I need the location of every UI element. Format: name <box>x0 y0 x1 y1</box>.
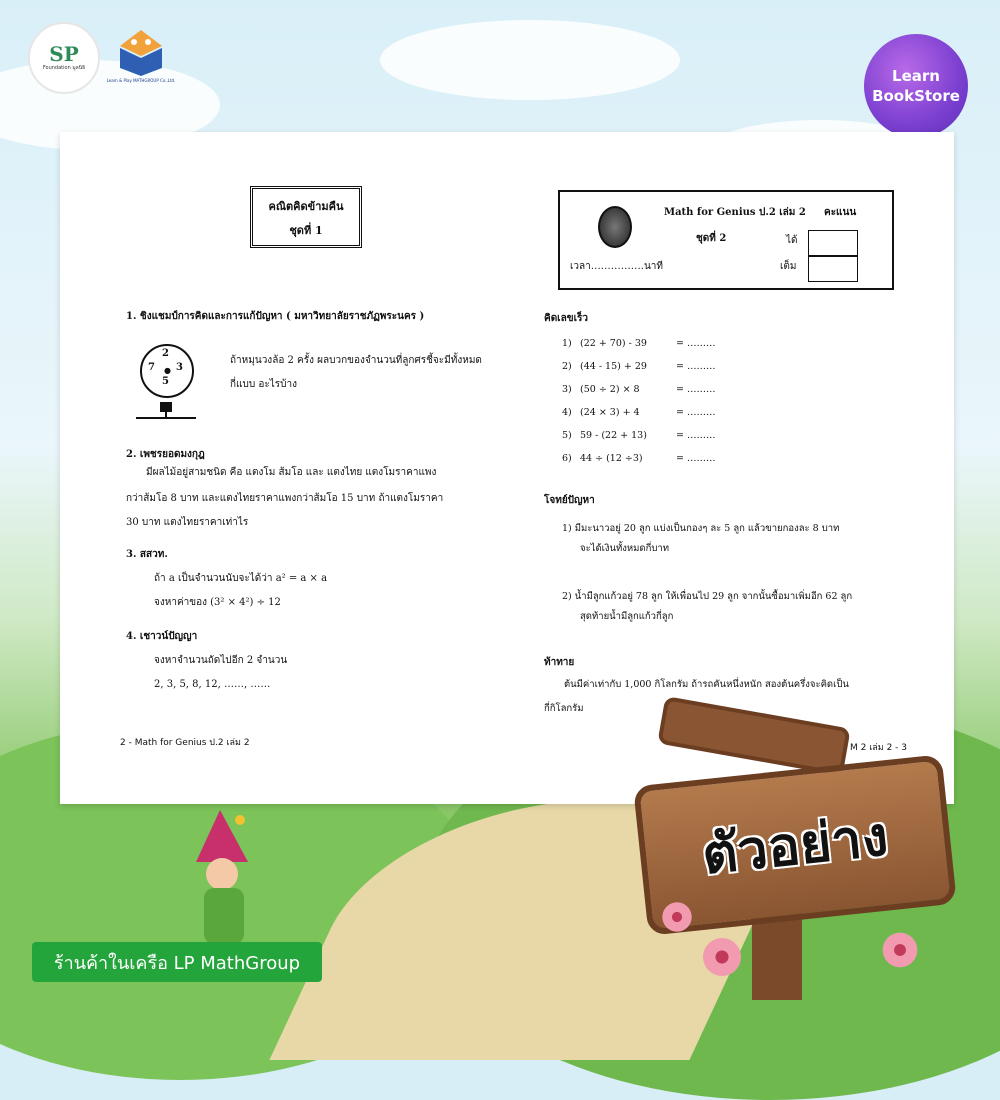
quick-item-number: 2) <box>562 361 572 372</box>
q1-text: ถ้าหมุนวงล้อ 2 ครั้ง ผลบวกของจำนวนที่ลูกศรชี้จะมีทั้งหมด <box>230 355 482 366</box>
flower-icon <box>660 900 694 934</box>
left-page <box>60 132 510 804</box>
time-label: เวลา…………….นาที <box>570 261 663 272</box>
quick-item-number: 1) <box>562 338 572 349</box>
quick-item <box>562 453 716 464</box>
quick-item-number: 4) <box>562 407 572 418</box>
quick-item <box>562 361 716 372</box>
worksheet-set: ชุดที่ 1 <box>289 224 323 237</box>
flower-icon <box>880 930 920 970</box>
quick-item-answer: = ……… <box>676 361 716 372</box>
q1-heading: 1. ชิงแชมป์การคิดและการแก้ปัญหา ( มหาวิทยาลัยราชภัฏพระนคร ) <box>126 311 425 322</box>
challenge-heading: ท้าทาย <box>544 657 575 668</box>
wheel-stand-icon <box>136 402 196 420</box>
q2-text: มีผลไม้อยู่สามชนิด คือ แตงโม ส้มโอ และ แตงไทย แตงโมราคาแพง <box>146 467 437 478</box>
wheel-number: 2 <box>162 348 169 359</box>
q3-text: จงหาค่าของ (3² × 4²) ÷ 12 <box>154 597 281 608</box>
logo-caption: Learn & Play MATHGROUP Co.,Ltd. <box>106 78 176 83</box>
quick-item-answer: = ……… <box>676 453 716 464</box>
score-label: คะแนน <box>824 207 857 218</box>
badge-line: Learn <box>892 67 940 85</box>
quick-item-expression: (50 ÷ 2) × 8 <box>580 384 640 395</box>
q4-heading: 4. เชาวน์ปัญญา <box>126 631 198 642</box>
page-footer: 2 - Math for Genius ป.2 เล่ม 2 <box>120 738 250 748</box>
got-label: ได้ <box>786 235 798 246</box>
owl-book-icon <box>104 26 178 78</box>
cloud <box>380 20 680 100</box>
wheel-number: 5 <box>162 376 169 387</box>
q3-heading: 3. สสวท. <box>126 549 168 560</box>
wheel-number: 3 <box>176 362 183 373</box>
quick-item-expression: 59 - (22 + 13) <box>580 430 647 441</box>
challenge-text: ต้นมีค่าเท่ากับ 1,000 กิโลกรัม ถ้ารถคันหนึ่งหนัก สองต้นครึ่งจะคิดเป็น <box>564 679 849 690</box>
worksheet-header-box <box>558 190 894 290</box>
quick-item-number: 3) <box>562 384 572 395</box>
worksheet-title-box <box>250 186 362 248</box>
worksheet-spread <box>60 132 954 804</box>
score-full-box <box>808 256 858 282</box>
quick-item-answer: = ……… <box>676 384 716 395</box>
quick-item-number: 5) <box>562 430 572 441</box>
flower-icon <box>700 935 744 979</box>
learn-bookstore-badge <box>864 34 968 138</box>
quick-item-expression: 44 ÷ (12 ÷3) <box>580 453 643 464</box>
quick-calc-heading: คิดเลขเร็ว <box>544 313 588 324</box>
worksheet-title: คณิตคิดข้ามคืน <box>268 200 344 213</box>
score-got-box <box>808 230 858 256</box>
quick-item-answer: = ……… <box>676 338 716 349</box>
q3-text: ถ้า a เป็นจำนวนนับจะได้ว่า a² = a × a <box>154 573 328 584</box>
q1-text: กี่แบบ อะไรบ้าง <box>230 379 297 390</box>
wheel-center-dot: ● <box>164 365 171 375</box>
q4-text: 2, 3, 5, 8, 12, ……, …… <box>154 679 271 690</box>
quick-item-answer: = ……… <box>676 430 716 441</box>
sample-label: ตัวอย่าง <box>699 804 891 887</box>
lp-mathgroup-logo <box>104 26 178 90</box>
wheel-number: 7 <box>148 362 155 373</box>
quick-item-expression: (24 × 3) + 4 <box>580 407 640 418</box>
quick-item-answer: = ……… <box>676 407 716 418</box>
full-label: เต็ม <box>780 261 797 272</box>
quick-item <box>562 407 716 418</box>
q2-text: 30 บาท แตงไทยราคาเท่าไร <box>126 517 249 528</box>
q2-text: กว่าส้มโอ 8 บาท และแตงไทยราคาแพงกว่าส้มโอ 15 บาท ถ้าแตงโมราคา <box>126 493 444 504</box>
quick-item <box>562 384 716 395</box>
word-problem-2: 2) น้ำมีลูกแก้วอยู่ 78 ลูก ให้เพื่อนไป 29 ลูก จากนั้นซื้อมาเพิ่มอีก 62 ลูก <box>562 591 853 602</box>
word-problem-1: 1) มีมะนาวอยู่ 20 ลูก แบ่งเป็นกองๆ ละ 5 ลูก แล้วขายกองละ 8 บาท <box>562 523 840 534</box>
badge-line: BookStore <box>872 87 960 105</box>
logo-caption: Foundation มูลนิธิ <box>42 65 86 71</box>
quick-item-number: 6) <box>562 453 572 464</box>
sp-foundation-logo <box>28 22 100 94</box>
school-emblem-icon <box>598 206 632 248</box>
quick-item-expression: (22 + 70) - 39 <box>580 338 647 349</box>
challenge-text: กี่กิโลกรัม <box>544 703 584 714</box>
quick-item-expression: (44 - 15) + 29 <box>580 361 647 372</box>
set-label: ชุดที่ 2 <box>696 233 727 244</box>
quick-item <box>562 430 716 441</box>
spinner-wheel <box>140 344 194 398</box>
q2-heading: 2. เพชรยอดมงกุฎ <box>126 449 205 460</box>
word-problem-heading: โจทย์ปัญหา <box>544 495 595 506</box>
word-problem-1: จะได้เงินทั้งหมดกี่บาท <box>580 543 669 554</box>
quick-item <box>562 338 716 349</box>
right-page <box>510 132 954 804</box>
logo-monogram: SP <box>49 42 79 66</box>
word-problem-2: สุดท้ายน้ำมีลูกแก้วกี่ลูก <box>580 611 674 622</box>
header-title: Math for Genius ป.2 เล่ม 2 <box>664 207 806 218</box>
q4-text: จงหาจำนวนถัดไปอีก 2 จำนวน <box>154 655 288 666</box>
store-network-banner: ร้านค้าในเครือ LP MathGroup <box>32 942 322 982</box>
page-footer: M 2 เล่ม 2 - 3 <box>850 743 908 753</box>
